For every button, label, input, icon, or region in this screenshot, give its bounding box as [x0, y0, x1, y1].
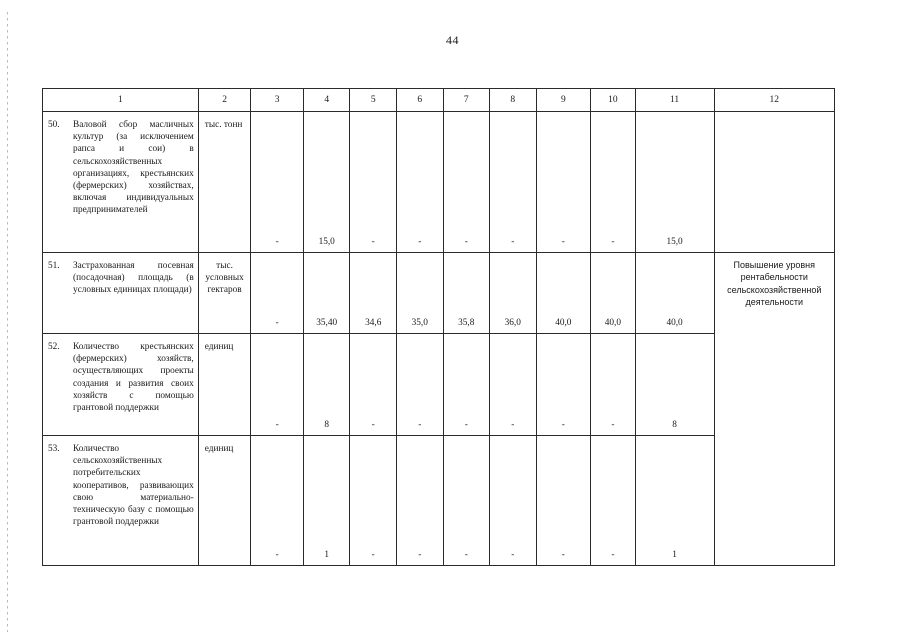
value-cell — [443, 436, 490, 566]
column-header: 9 — [536, 89, 591, 112]
value: 34,6 — [365, 317, 382, 328]
value-cell — [591, 253, 636, 334]
indicators-table — [42, 88, 835, 566]
row-index: 51. — [48, 261, 60, 271]
unit-label: единиц — [204, 444, 234, 454]
row-index: 50. — [48, 120, 60, 130]
value: - — [611, 549, 615, 560]
value-cell — [443, 112, 490, 253]
value: 40,0 — [604, 317, 622, 328]
value-cell — [303, 253, 350, 334]
unit-cell — [198, 112, 251, 253]
value-cell — [443, 253, 490, 334]
unit-label: тыс. условных гектаров — [205, 261, 244, 296]
value-cell — [396, 253, 443, 334]
indicator-name: Застрахованная посевная (посадочная) площадь (в условных единицах площади) — [73, 261, 194, 296]
unit-cell — [198, 436, 251, 566]
value-cell — [536, 334, 591, 436]
value-cell — [536, 436, 591, 566]
value: - — [464, 549, 468, 560]
value-cell — [490, 436, 537, 566]
value: 40,0 — [555, 317, 572, 328]
value: - — [371, 419, 375, 430]
indicator-name: Валовой сбор масличных культур (за исключением рапса и сои) в сельскохозяйственных организациях, крестьянских (фермерских) хозяйствах, включая индивидуальных предпринимателей — [73, 120, 194, 216]
value: 1 — [324, 549, 330, 560]
value: 8 — [672, 419, 677, 430]
indicator-name-cell — [43, 334, 199, 436]
value: 40,0 — [666, 317, 683, 328]
table-row — [43, 112, 835, 253]
value-cell — [396, 334, 443, 436]
value-cell — [490, 112, 537, 253]
value-cell — [350, 436, 397, 566]
value-cell — [350, 253, 397, 334]
column-header: 1 — [43, 89, 199, 112]
value: 35,8 — [458, 317, 475, 328]
header-row — [43, 89, 835, 112]
value: - — [371, 236, 375, 247]
value-cell — [350, 112, 397, 253]
value-cell — [443, 334, 490, 436]
value-cell — [635, 334, 714, 436]
column-header: 5 — [350, 89, 397, 112]
binding-margin-dots — [7, 12, 8, 632]
unit-label: единиц — [204, 342, 234, 352]
page-number: 44 — [446, 33, 459, 47]
value-cell — [251, 253, 304, 334]
column-header: 3 — [251, 89, 304, 112]
column-header: 4 — [303, 89, 350, 112]
value-cell — [251, 436, 304, 566]
value-cell — [635, 112, 714, 253]
column-header: 2 — [198, 89, 251, 112]
column-header: 12 — [714, 89, 834, 112]
value-cell — [536, 112, 591, 253]
value: - — [511, 419, 515, 430]
value: 1 — [672, 549, 677, 560]
row-index: 53. — [48, 444, 60, 454]
value-cell — [396, 112, 443, 253]
value: - — [371, 549, 375, 560]
indicator-name: Количество сельскохозяйственных потребительских кооперативов, развивающих свою материально-техническую базу с помощью грантовой поддержки — [73, 444, 194, 528]
note-cell — [714, 253, 834, 566]
indicator-name: Количество крестьянских (фермерских) хозяйств, осуществляющих проекты создания и развития своих хозяйств с помощью грантовой поддержки — [73, 342, 194, 414]
value: - — [418, 419, 422, 430]
table-row — [43, 253, 835, 334]
column-header: 11 — [635, 89, 714, 112]
value: 15,0 — [666, 236, 683, 247]
value: - — [275, 549, 279, 560]
value: - — [464, 236, 468, 247]
note-text: Повышение уровня рентабельности сельскохозяйственной деятельности — [727, 260, 822, 308]
value: - — [511, 549, 515, 560]
value: - — [275, 419, 279, 430]
value-cell — [396, 436, 443, 566]
unit-label: тыс. тонн — [204, 120, 243, 130]
column-header: 8 — [490, 89, 537, 112]
unit-cell — [198, 253, 251, 334]
value: - — [561, 419, 565, 430]
value-cell — [591, 436, 636, 566]
value-cell — [251, 112, 304, 253]
note-empty-cell — [714, 112, 834, 253]
value: 35,0 — [411, 317, 428, 328]
value: - — [275, 317, 279, 328]
value-cell — [251, 334, 304, 436]
value-cell — [303, 112, 350, 253]
value: - — [511, 236, 515, 247]
indicator-name-cell — [43, 436, 199, 566]
value-cell — [490, 253, 537, 334]
value-cell — [536, 253, 591, 334]
value: - — [561, 236, 565, 247]
value: 35,40 — [316, 317, 338, 328]
row-index: 52. — [48, 342, 60, 352]
indicator-name-cell — [43, 253, 199, 334]
value: - — [418, 236, 422, 247]
value-cell — [303, 334, 350, 436]
unit-cell — [198, 334, 251, 436]
indicator-name-cell — [43, 112, 199, 253]
value-cell — [591, 112, 636, 253]
value-cell — [635, 436, 714, 566]
value: - — [611, 419, 615, 430]
value: - — [561, 549, 565, 560]
value: - — [611, 236, 615, 247]
value: - — [464, 419, 468, 430]
value: 8 — [324, 419, 330, 430]
value-cell — [303, 436, 350, 566]
column-header: 7 — [443, 89, 490, 112]
column-header: 10 — [591, 89, 636, 112]
value: 15,0 — [318, 236, 335, 247]
value: - — [418, 549, 422, 560]
value-cell — [591, 334, 636, 436]
value: - — [275, 236, 279, 247]
column-header: 6 — [396, 89, 443, 112]
value-cell — [350, 334, 397, 436]
value-cell — [490, 334, 537, 436]
value-cell — [635, 253, 714, 334]
value: 36,0 — [504, 317, 521, 328]
